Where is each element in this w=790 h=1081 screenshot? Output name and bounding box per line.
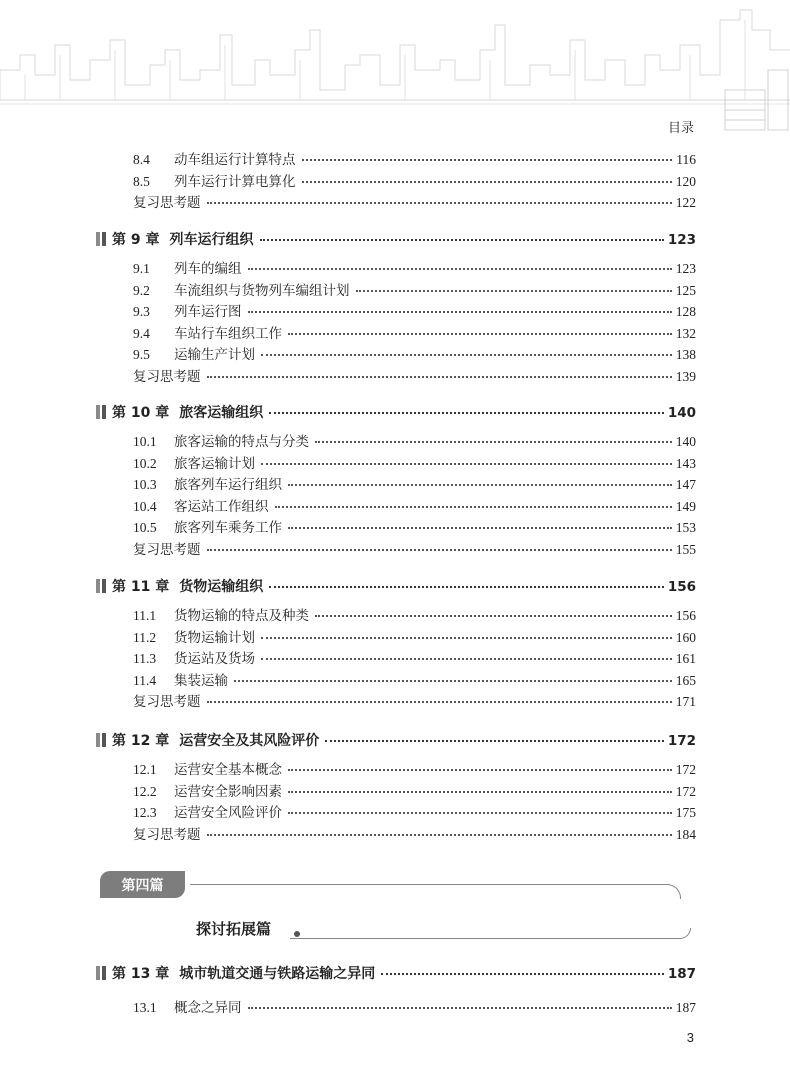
section-entry[interactable] xyxy=(133,996,696,1016)
page-ref: 128 xyxy=(675,304,696,319)
leader-dots xyxy=(248,311,672,313)
section-title: 运营安全基本概念 xyxy=(174,762,282,778)
leader-dots xyxy=(381,973,664,975)
page-ref: 122 xyxy=(675,195,696,210)
chapter-title: 旅客运输组织 xyxy=(179,405,264,421)
chapter-marker-icon xyxy=(96,966,106,980)
review-title: 复习思考题 xyxy=(133,541,201,558)
page-ref: 149 xyxy=(675,498,696,514)
section-entry[interactable] xyxy=(133,430,696,450)
chapter-number: 第 11 章 xyxy=(112,579,170,595)
leader-dots xyxy=(261,354,672,356)
leader-dots xyxy=(325,740,664,742)
chapter-marker-icon xyxy=(96,232,106,246)
leader-dots xyxy=(269,412,664,414)
section-title: 旅客列车运行组织 xyxy=(174,477,282,493)
section-number: 9.2 xyxy=(133,282,150,298)
section-title: 运营安全风险评价 xyxy=(174,805,282,821)
page-ref: 139 xyxy=(675,368,696,384)
section-number: 10.5 xyxy=(133,520,157,535)
leader-dots xyxy=(288,527,672,529)
section-number: 13.1 xyxy=(133,1000,157,1015)
section-entry[interactable] xyxy=(133,452,696,472)
chapter-title: 货物运输组织 xyxy=(179,579,264,595)
leader-dots xyxy=(315,615,672,617)
section-number: 9.5 xyxy=(133,347,150,362)
section-title: 旅客列车乘务工作 xyxy=(174,520,282,536)
section-number: 10.2 xyxy=(133,455,157,471)
leader-dots xyxy=(315,441,672,443)
page-ref: 132 xyxy=(675,325,696,341)
leader-dots xyxy=(260,239,664,241)
part-frame-bottom xyxy=(290,928,691,939)
section-title: 列车运行计算电算化 xyxy=(174,173,296,190)
chapter-marker-icon xyxy=(96,733,106,747)
section-number: 12.3 xyxy=(133,805,157,820)
section-title: 客运站工作组织 xyxy=(174,498,269,515)
chapter-title: 城市轨道交通与铁路运输之异同 xyxy=(179,966,376,982)
section-number: 8.4 xyxy=(133,152,150,167)
review-entry[interactable] xyxy=(133,191,696,211)
section-number: 9.3 xyxy=(133,304,150,319)
section-entry[interactable] xyxy=(133,300,696,320)
page-ref: 123 xyxy=(675,261,696,276)
page-ref: 147 xyxy=(675,477,696,492)
section-number: 10.3 xyxy=(133,477,157,492)
leader-dots xyxy=(302,159,673,161)
review-title: 复习思考题 xyxy=(133,826,201,843)
section-entry[interactable] xyxy=(133,170,696,190)
section-entry[interactable] xyxy=(133,516,696,536)
section-title: 动车组运行计算特点 xyxy=(174,152,296,168)
section-entry[interactable] xyxy=(133,473,696,493)
city-skyline-decoration xyxy=(0,0,790,135)
section-number: 12.2 xyxy=(133,783,157,799)
review-title: 复习思考题 xyxy=(133,195,201,211)
chapter-title: 列车运行组织 xyxy=(169,232,254,248)
page-ref: 172 xyxy=(675,762,696,777)
review-entry[interactable] xyxy=(133,823,696,843)
leader-dots xyxy=(207,202,672,204)
section-title: 车流组织与货物列车编组计划 xyxy=(174,282,350,299)
part-frame-top xyxy=(190,884,681,899)
page-ref: 140 xyxy=(667,405,696,421)
section-entry[interactable] xyxy=(133,343,696,363)
page-ref: 123 xyxy=(667,232,696,248)
section-number: 10.1 xyxy=(133,434,157,449)
section-number: 9.4 xyxy=(133,325,150,341)
section-title: 概念之异同 xyxy=(174,1000,242,1016)
leader-dots xyxy=(207,701,672,703)
leader-dots xyxy=(261,658,672,660)
leader-dots xyxy=(288,484,672,486)
review-title: 复习思考题 xyxy=(133,368,201,385)
section-entry[interactable] xyxy=(133,257,696,277)
section-number: 11.1 xyxy=(133,608,157,623)
leader-dots xyxy=(261,637,672,639)
part-title: 探讨拓展篇 xyxy=(196,920,272,938)
section-number: 11.4 xyxy=(133,672,157,688)
section-number: 9.1 xyxy=(133,261,150,276)
leader-dots xyxy=(207,834,672,836)
chapter-title: 运营安全及其风险评价 xyxy=(179,733,320,749)
section-entry[interactable] xyxy=(133,780,696,800)
page-ref: 155 xyxy=(675,541,696,557)
page-ref: 184 xyxy=(675,826,696,842)
leader-dots xyxy=(248,268,672,270)
section-title: 货物运输计划 xyxy=(174,629,255,646)
section-number: 11.3 xyxy=(133,651,157,666)
section-number: 8.5 xyxy=(133,173,150,189)
leader-dots xyxy=(288,333,672,335)
page-ref: 125 xyxy=(675,282,696,298)
section-entry[interactable] xyxy=(133,495,696,515)
section-title: 货运站及货场 xyxy=(174,651,255,667)
chapter-number: 第 9 章 xyxy=(112,232,160,248)
page-ref: 160 xyxy=(675,629,696,645)
chapter-number: 第 13 章 xyxy=(112,966,170,982)
running-header-label: 目录 xyxy=(667,121,694,136)
section-entry[interactable] xyxy=(133,148,696,168)
section-entry[interactable] xyxy=(133,669,696,689)
page-ref: 156 xyxy=(667,579,696,595)
chapter-entry[interactable] xyxy=(96,576,696,596)
chapter-entry[interactable] xyxy=(96,402,696,422)
section-number: 12.1 xyxy=(133,762,157,777)
section-title: 车站行车组织工作 xyxy=(174,325,282,342)
page-ref: 187 xyxy=(667,966,696,982)
page-ref: 153 xyxy=(675,520,696,535)
page-ref: 120 xyxy=(675,173,696,189)
leader-dots xyxy=(288,812,672,814)
chapter-entry[interactable] xyxy=(96,229,696,249)
page-ref: 165 xyxy=(675,672,696,688)
section-title: 货物运输的特点及种类 xyxy=(174,608,309,624)
review-title: 复习思考题 xyxy=(133,694,201,710)
section-entry[interactable] xyxy=(133,322,696,342)
section-entry[interactable] xyxy=(133,626,696,646)
page-ref: 138 xyxy=(675,347,696,362)
page-ref: 156 xyxy=(675,608,696,623)
page-ref: 172 xyxy=(667,733,696,749)
leader-dots xyxy=(207,549,672,551)
section-title: 列车的编组 xyxy=(174,261,242,277)
leader-dots xyxy=(288,769,672,771)
page-number: 3 xyxy=(686,1030,694,1045)
chapter-entry[interactable] xyxy=(96,963,696,983)
page-ref: 116 xyxy=(676,152,696,167)
leader-dots xyxy=(248,1007,672,1009)
page-ref: 161 xyxy=(675,651,696,666)
chapter-number: 第 12 章 xyxy=(112,733,170,749)
section-title: 旅客运输计划 xyxy=(174,455,255,472)
review-entry[interactable] xyxy=(133,365,696,385)
section-entry[interactable] xyxy=(133,758,696,778)
page-ref: 143 xyxy=(675,455,696,471)
section-title: 运输生产计划 xyxy=(174,347,255,363)
page-ref: 175 xyxy=(675,805,696,820)
leader-dots xyxy=(207,376,672,378)
section-number: 10.4 xyxy=(133,498,157,514)
page-ref: 187 xyxy=(675,1000,696,1015)
part-frame-dot xyxy=(294,931,300,937)
leader-dots xyxy=(356,290,672,292)
page-ref: 172 xyxy=(675,783,696,799)
leader-dots xyxy=(288,791,672,793)
chapter-marker-icon xyxy=(96,405,106,419)
page-ref: 171 xyxy=(675,694,696,709)
review-entry[interactable] xyxy=(133,538,696,558)
leader-dots xyxy=(302,181,672,183)
leader-dots xyxy=(269,586,664,588)
section-title: 集装运输 xyxy=(174,672,228,689)
leader-dots xyxy=(234,680,672,682)
section-number: 11.2 xyxy=(133,629,157,645)
section-entry[interactable] xyxy=(133,604,696,624)
part-tab: 第四篇 xyxy=(100,871,185,898)
section-entry[interactable] xyxy=(133,279,696,299)
section-title: 旅客运输的特点与分类 xyxy=(174,434,309,450)
section-title: 列车运行图 xyxy=(174,304,242,320)
section-entry[interactable] xyxy=(133,801,696,821)
chapter-entry[interactable] xyxy=(96,730,696,750)
leader-dots xyxy=(275,506,672,508)
section-entry[interactable] xyxy=(133,647,696,667)
leader-dots xyxy=(261,463,672,465)
review-entry[interactable] xyxy=(133,690,696,710)
chapter-marker-icon xyxy=(96,579,106,593)
chapter-number: 第 10 章 xyxy=(112,405,170,421)
page-ref: 140 xyxy=(675,434,696,449)
section-title: 运营安全影响因素 xyxy=(174,783,282,800)
